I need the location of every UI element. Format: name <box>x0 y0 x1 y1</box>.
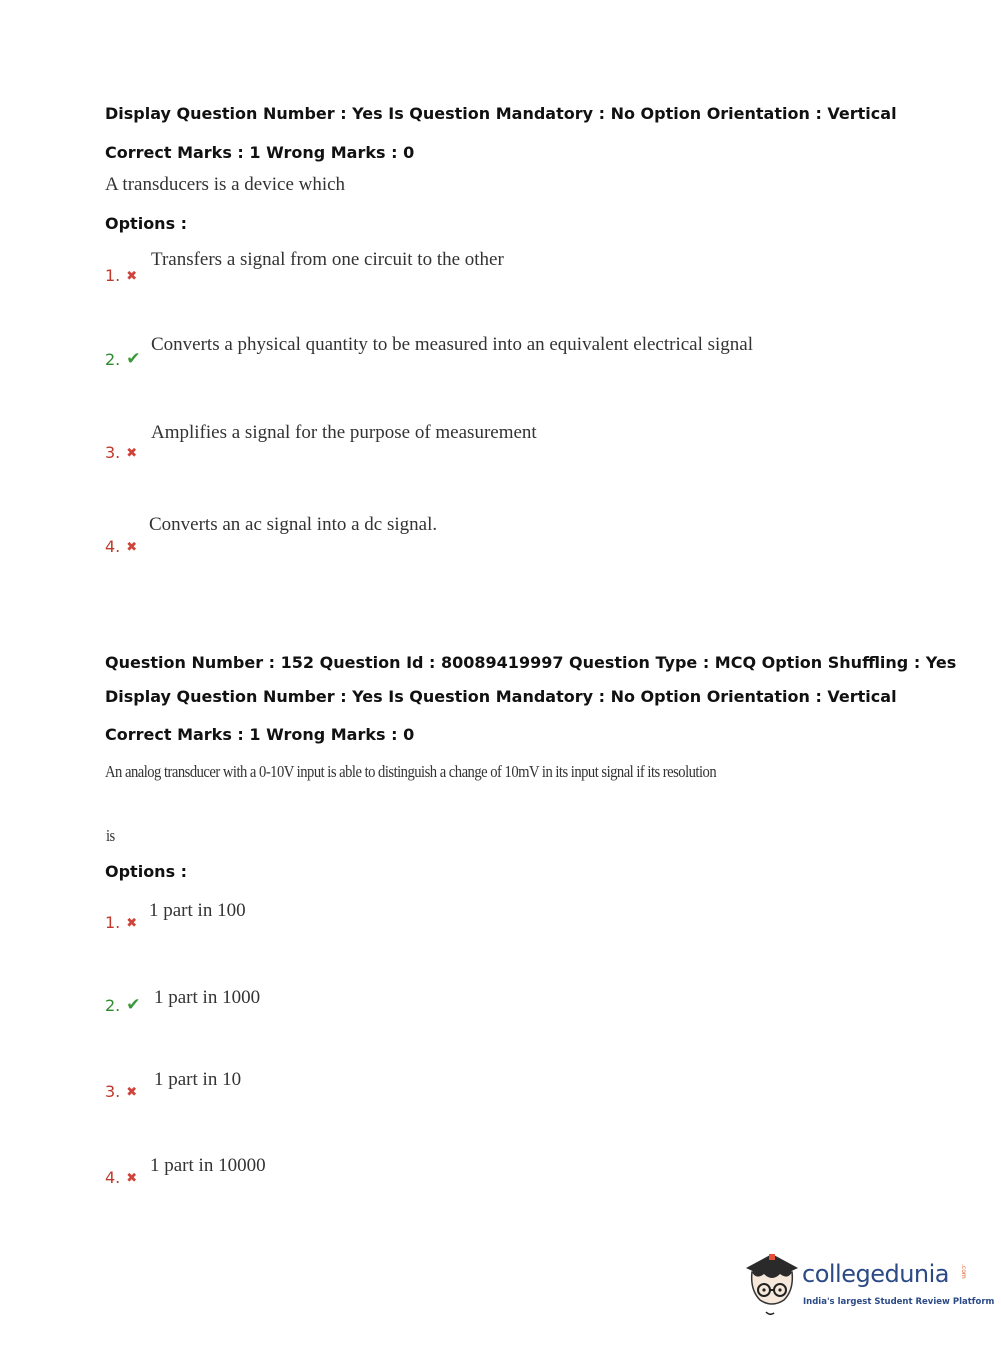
q2-question-text-line1: An analog transducer with a 0-10V input is able to distinguish a change of 10mV in its input signal if its resolution <box>105 762 717 781</box>
q2-option-2-number: 2. ✔ <box>105 995 141 1015</box>
q1-option-4-text: Converts an ac signal into a dc signal. <box>149 514 438 535</box>
q1-option-1-text: Transfers a signal from one circuit to the other <box>151 249 504 270</box>
logo-tagline: India's largest Student Review Platform <box>803 1297 995 1307</box>
q1-option-3-number: 3. ✖ <box>105 443 138 462</box>
cross-icon: ✖ <box>126 269 138 284</box>
q1-options-label: Options : <box>105 214 188 233</box>
check-icon: ✔ <box>126 995 141 1015</box>
q2-option-2-text: 1 part in 1000 <box>154 987 261 1008</box>
cross-icon: ✖ <box>126 446 138 461</box>
q2-options-label: Options : <box>105 862 188 881</box>
q2-option-3-text: 1 part in 10 <box>154 1069 242 1090</box>
q2-option-4-text: 1 part in 10000 <box>150 1155 266 1176</box>
q2-meta-display: Display Question Number : Yes Is Question Mandatory : No Option Orientation : Vertical <box>105 687 897 706</box>
cross-icon: ✖ <box>126 540 138 555</box>
q2-option-1-text: 1 part in 100 <box>149 900 246 921</box>
logo-com: .com <box>960 1264 967 1279</box>
q1-option-2-number: 2. ✔ <box>105 349 141 369</box>
q1-question-text: A transducers is a device which <box>105 174 346 195</box>
q2-option-3-number: 3. ✖ <box>105 1082 138 1101</box>
cross-icon: ✖ <box>126 1171 138 1186</box>
collegedunia-logo <box>742 1250 995 1320</box>
q2-meta-question-number: Question Number : 152 Question Id : 80089419997 Question Type : MCQ Option Shuffling : Yes <box>105 653 957 672</box>
cross-icon: ✖ <box>126 1085 138 1100</box>
q1-option-3-text: Amplifies a signal for the purpose of measurement <box>151 422 537 443</box>
q1-meta-display: Display Question Number : Yes Is Question Mandatory : No Option Orientation : Vertical <box>105 104 897 123</box>
q2-meta-marks: Correct Marks : 1 Wrong Marks : 0 <box>105 725 415 744</box>
q2-option-1-number: 1. ✖ <box>105 913 138 932</box>
q2-option-4-number: 4. ✖ <box>105 1168 138 1187</box>
mascot-icon <box>742 1250 802 1320</box>
logo-wordmark: collegedunia <box>802 1260 950 1288</box>
q1-meta-marks: Correct Marks : 1 Wrong Marks : 0 <box>105 143 415 162</box>
q2-question-text-line2: is <box>106 826 115 845</box>
q1-option-2-text: Converts a physical quantity to be measured into an equivalent electrical signal <box>151 334 754 355</box>
q1-option-1-number: 1. ✖ <box>105 266 138 285</box>
q1-option-4-number: 4. ✖ <box>105 537 138 556</box>
check-icon: ✔ <box>126 349 141 369</box>
cross-icon: ✖ <box>126 916 138 931</box>
